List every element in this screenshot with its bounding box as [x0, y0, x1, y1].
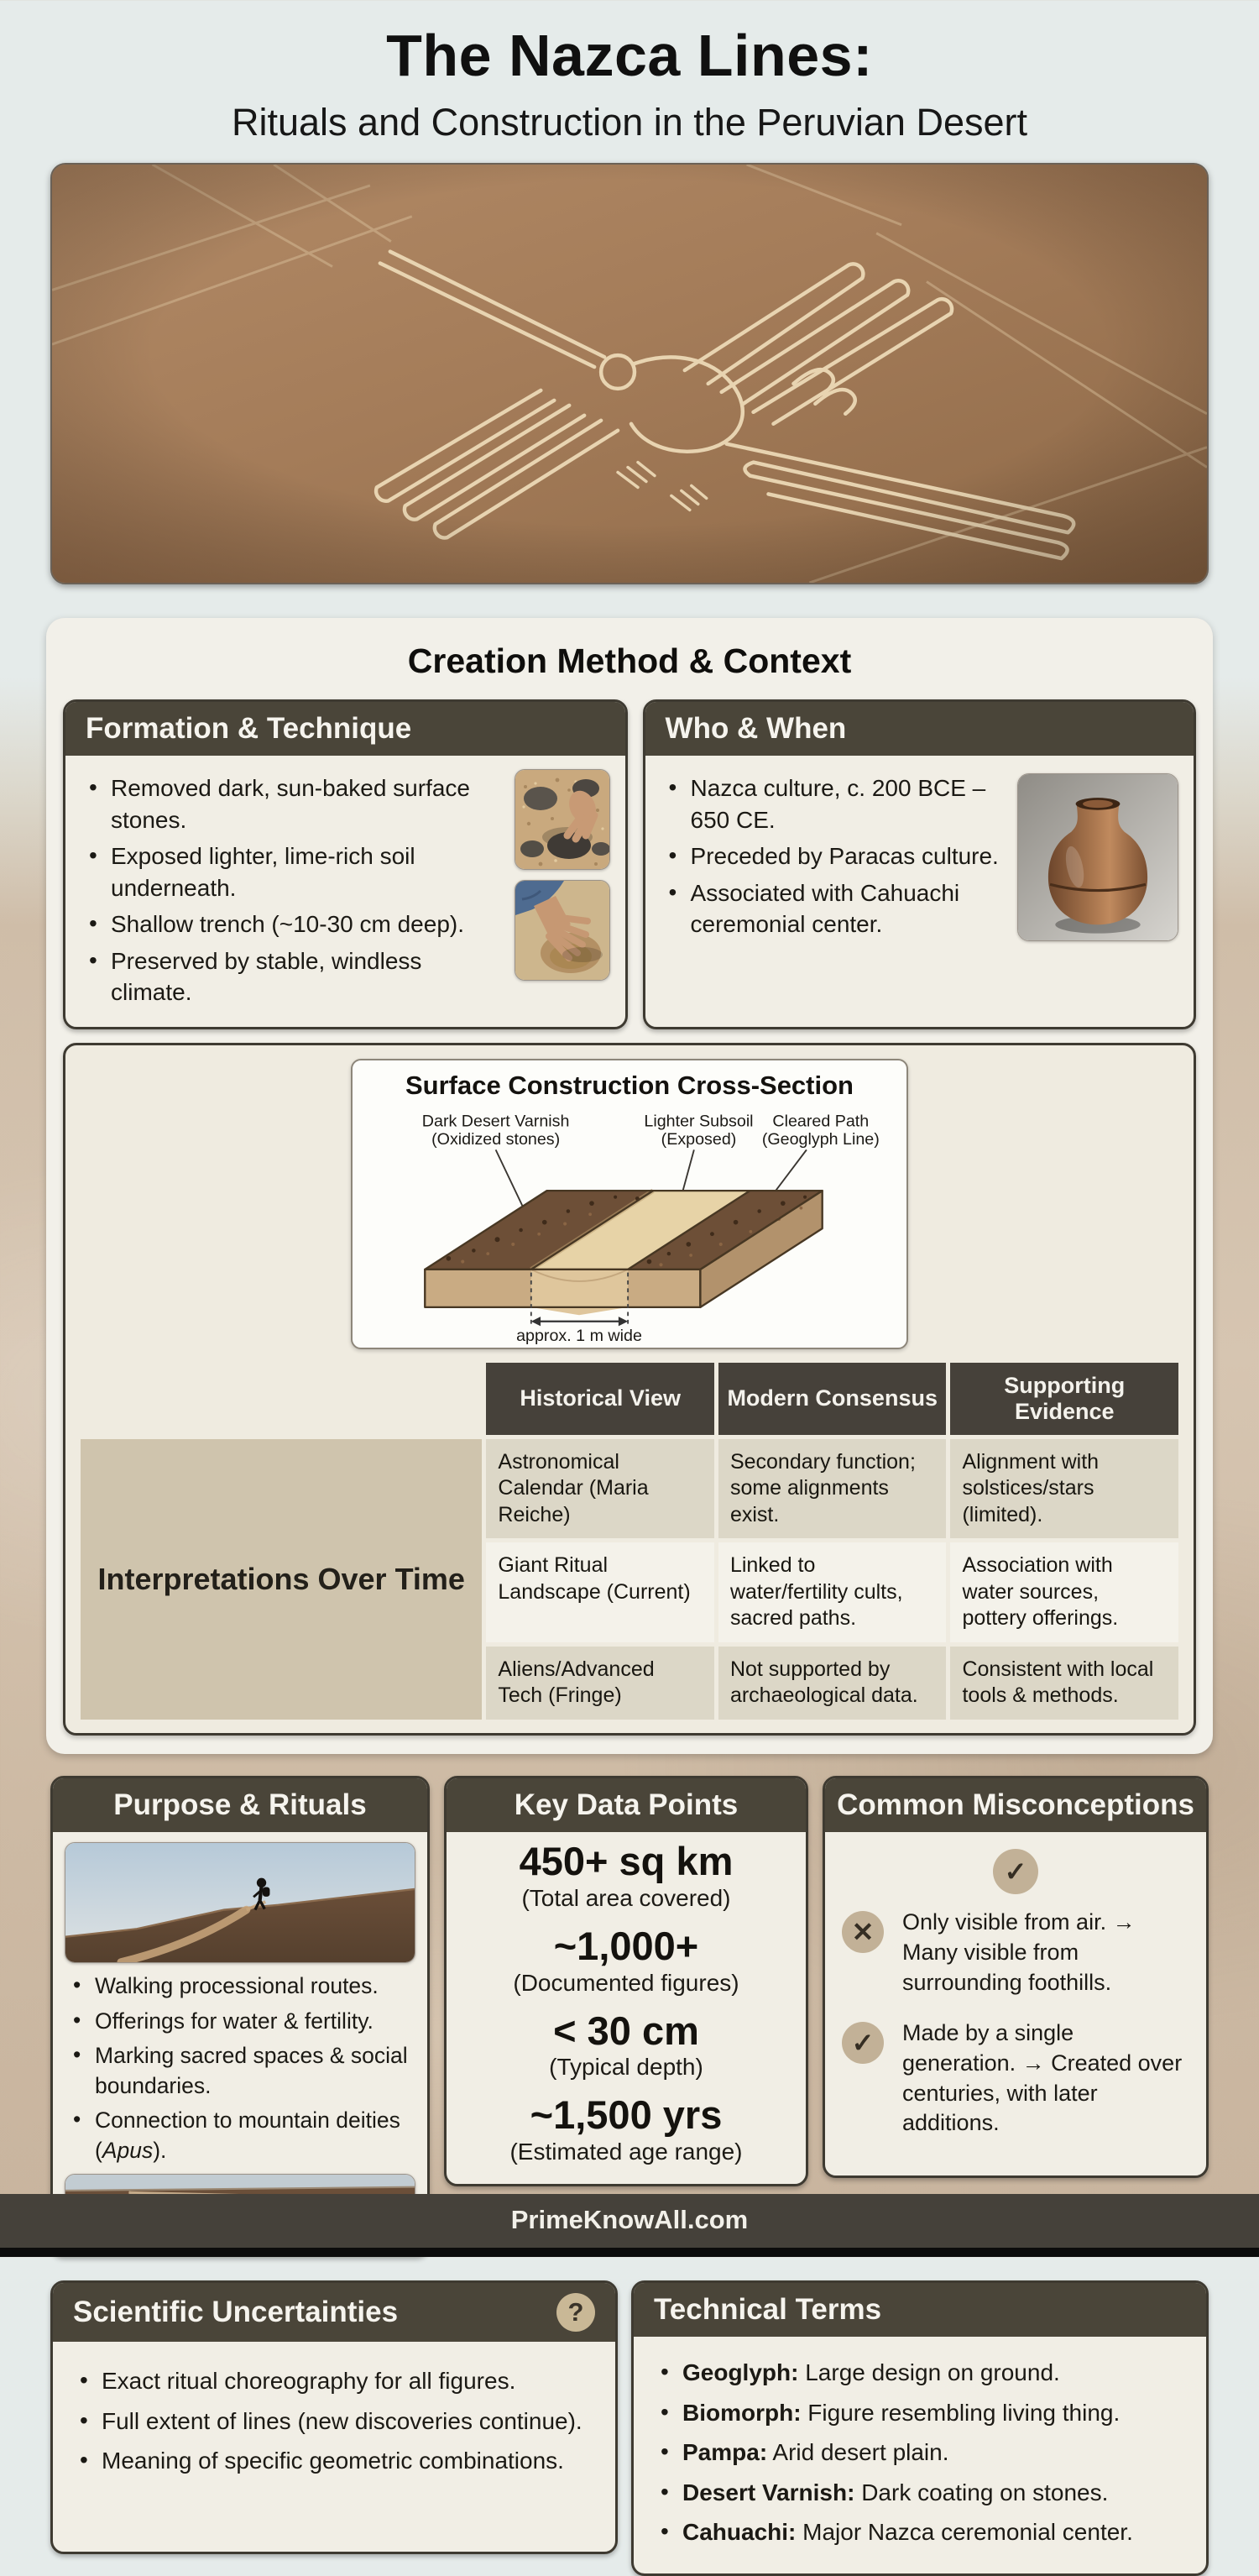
hero-aerial-photo [50, 163, 1209, 584]
footer-strip [0, 2248, 1259, 2257]
table-row-label: Interpretations Over Time [81, 1439, 482, 1720]
diagram-label: (Exposed) [661, 1129, 737, 1149]
diagram-title: Surface Construction Cross-Section [405, 1070, 854, 1100]
question-icon: ? [556, 2293, 595, 2332]
stat-value: ~1,000+ [553, 1923, 699, 1968]
photo-walking-ridge [65, 1842, 415, 1963]
table-column-header: Supporting Evidence [950, 1363, 1178, 1435]
diagram-label: Cleared Path [772, 1112, 870, 1131]
cross-section-illustration [378, 1104, 881, 1344]
footer-site-label: PrimeKnowAll.com [0, 2194, 1259, 2248]
table-cell: Not supported by archaeological data. [718, 1647, 947, 1720]
creation-method-section [46, 618, 1213, 1754]
stat-value: < 30 cm [553, 2008, 699, 2053]
page-subtitle: Rituals and Construction in the Peruvian Desert [232, 101, 1027, 144]
term-item: • Geoglyph: Large design on ground. [652, 2357, 1188, 2389]
card-title: Formation & Technique [65, 702, 625, 756]
list-item: • Exact ritual choreography for all figures. [71, 2365, 597, 2397]
misconception-list [842, 1908, 1189, 2139]
page-footer [0, 2194, 1259, 2257]
term-item: • Pampa: Arid desert plain. [652, 2437, 1188, 2469]
card-title: Technical Terms [634, 2283, 1206, 2337]
cross-section-and-table-card [63, 1043, 1196, 1736]
list-item: • Offerings for water & fertility. [65, 2007, 415, 2037]
purpose-rituals-card [50, 1776, 430, 2257]
photo-removing-stones [515, 769, 610, 870]
table-column-header: Modern Consensus [718, 1363, 947, 1435]
card-title: Who & When [645, 702, 1194, 756]
table-cell: Aliens/Advanced Tech (Fringe) [486, 1647, 714, 1720]
table-cell: Secondary function; some alignments exist. [718, 1439, 947, 1539]
stat-caption: (Documented figures) [513, 1969, 739, 1996]
table-cell: Alignment with solstices/stars (limited). [950, 1439, 1178, 1539]
table-cell: Astronomical Calendar (Maria Reiche) [486, 1439, 714, 1539]
uncertainties-card [50, 2280, 618, 2554]
ridge-walker-illustration [65, 1843, 415, 1962]
terms-list [652, 2357, 1188, 2548]
who-when-bullet-list [661, 772, 1006, 945]
stat-block [453, 1840, 799, 1912]
stones-photo-illustration [515, 770, 609, 869]
purpose-bullet-list [65, 1971, 415, 2165]
misconception-item [842, 2018, 1189, 2139]
technical-terms-card [631, 2280, 1209, 2576]
formation-bullet-list [81, 772, 503, 1013]
interpretations-table [81, 1363, 1178, 1720]
page-header [0, 0, 1259, 144]
key-data-stats [447, 1832, 806, 2184]
card-title-row [53, 2283, 615, 2342]
diagram-label: (Oxidized stones) [431, 1129, 561, 1149]
diagram-label: Dark Desert Varnish [421, 1112, 570, 1131]
list-item: • Shallow trench (~10-30 cm deep). [81, 908, 503, 940]
cross-icon: ✕ [842, 1911, 884, 1953]
diagram-label: Lighter Subsoil [644, 1112, 754, 1131]
photo-smoothing-sand [515, 880, 610, 981]
card-title: Scientific Uncertainties [73, 2295, 399, 2328]
term-item: • Cahuachi: Major Nazca ceremonial center. [652, 2516, 1188, 2548]
list-item: • Removed dark, sun-baked surface stones. [81, 772, 503, 835]
stat-value: ~1,500 yrs [530, 2092, 723, 2138]
list-item: • Meaning of specific geometric combinations. [71, 2445, 597, 2477]
bottom-cards-row [50, 2280, 1209, 2576]
stat-caption: (Typical depth) [549, 2054, 703, 2081]
card-title: Common Misconceptions [825, 1778, 1206, 1832]
list-item: • Full extent of lines (new discoveries continue). [71, 2406, 597, 2437]
stat-caption: (Estimated age range) [509, 2139, 743, 2165]
list-item: • Preserved by stable, windless climate. [81, 945, 503, 1008]
table-cell: Linked to water/fertility cults, sacred paths. [718, 1542, 947, 1642]
check-icon: ✓ [842, 2022, 884, 2064]
hummingbird-geoglyph-illustration [52, 165, 1207, 583]
diagram-dimension-label: approx. 1 m wide [516, 1327, 642, 1344]
table-column-header: Historical View [486, 1363, 714, 1435]
cross-section-diagram [351, 1059, 908, 1349]
stat-block [453, 2010, 799, 2081]
list-item: • Walking processional routes. [65, 1971, 415, 2002]
who-when-card [643, 699, 1196, 1029]
misconceptions-card [823, 1776, 1209, 2179]
table-cell: Giant Ritual Landscape (Current) [486, 1542, 714, 1642]
pottery-vase-illustration [1018, 774, 1178, 940]
list-item: • Marking sacred spaces & social boundaries. [65, 2041, 415, 2101]
card-title: Purpose & Rituals [53, 1778, 427, 1832]
page-title: The Nazca Lines: [386, 23, 873, 88]
list-item: • Connection to mountain deities (Apus). [65, 2106, 415, 2165]
table-cell: Association with water sources, pottery offerings. [950, 1542, 1178, 1642]
uncertainties-bullet-list [71, 2365, 597, 2477]
middle-cards-row [50, 1776, 1209, 2257]
misconception-item [842, 1908, 1189, 1998]
list-item: • Nazca culture, c. 200 BCE – 650 CE. [661, 772, 1006, 835]
card-title: Key Data Points [447, 1778, 806, 1832]
stat-block [453, 1925, 799, 1997]
misconception-text: Made by a single generation. → Created over centuries, with later additions. [902, 2019, 1183, 2136]
table-cell: Consistent with local tools & methods. [950, 1647, 1178, 1720]
list-item: • Exposed lighter, lime-rich soil underneath. [81, 840, 503, 903]
formation-technique-card [63, 699, 628, 1029]
stat-block [453, 2094, 799, 2165]
table-spacer [81, 1363, 482, 1435]
check-icon: ✓ [993, 1849, 1038, 1894]
section-heading: Creation Method & Context [407, 641, 852, 680]
list-item: • Associated with Cahuachi ceremonial center. [661, 877, 1006, 940]
stat-value: 450+ sq km [519, 1839, 734, 1884]
photo-nazca-pottery [1017, 773, 1178, 941]
diagram-label: (Geoglyph Line) [761, 1129, 880, 1149]
term-item: • Desert Varnish: Dark coating on stones. [652, 2477, 1188, 2509]
stat-caption: (Total area covered) [521, 1884, 731, 1911]
misconception-text: Only visible from air. → Many visible from surrounding foothills. [902, 1909, 1136, 1995]
sand-hand-photo-illustration [515, 881, 609, 980]
list-item: • Preceded by Paracas culture. [661, 840, 1006, 872]
term-item: • Biomorph: Figure resembling living thing. [652, 2397, 1188, 2429]
key-data-card [444, 1776, 808, 2186]
